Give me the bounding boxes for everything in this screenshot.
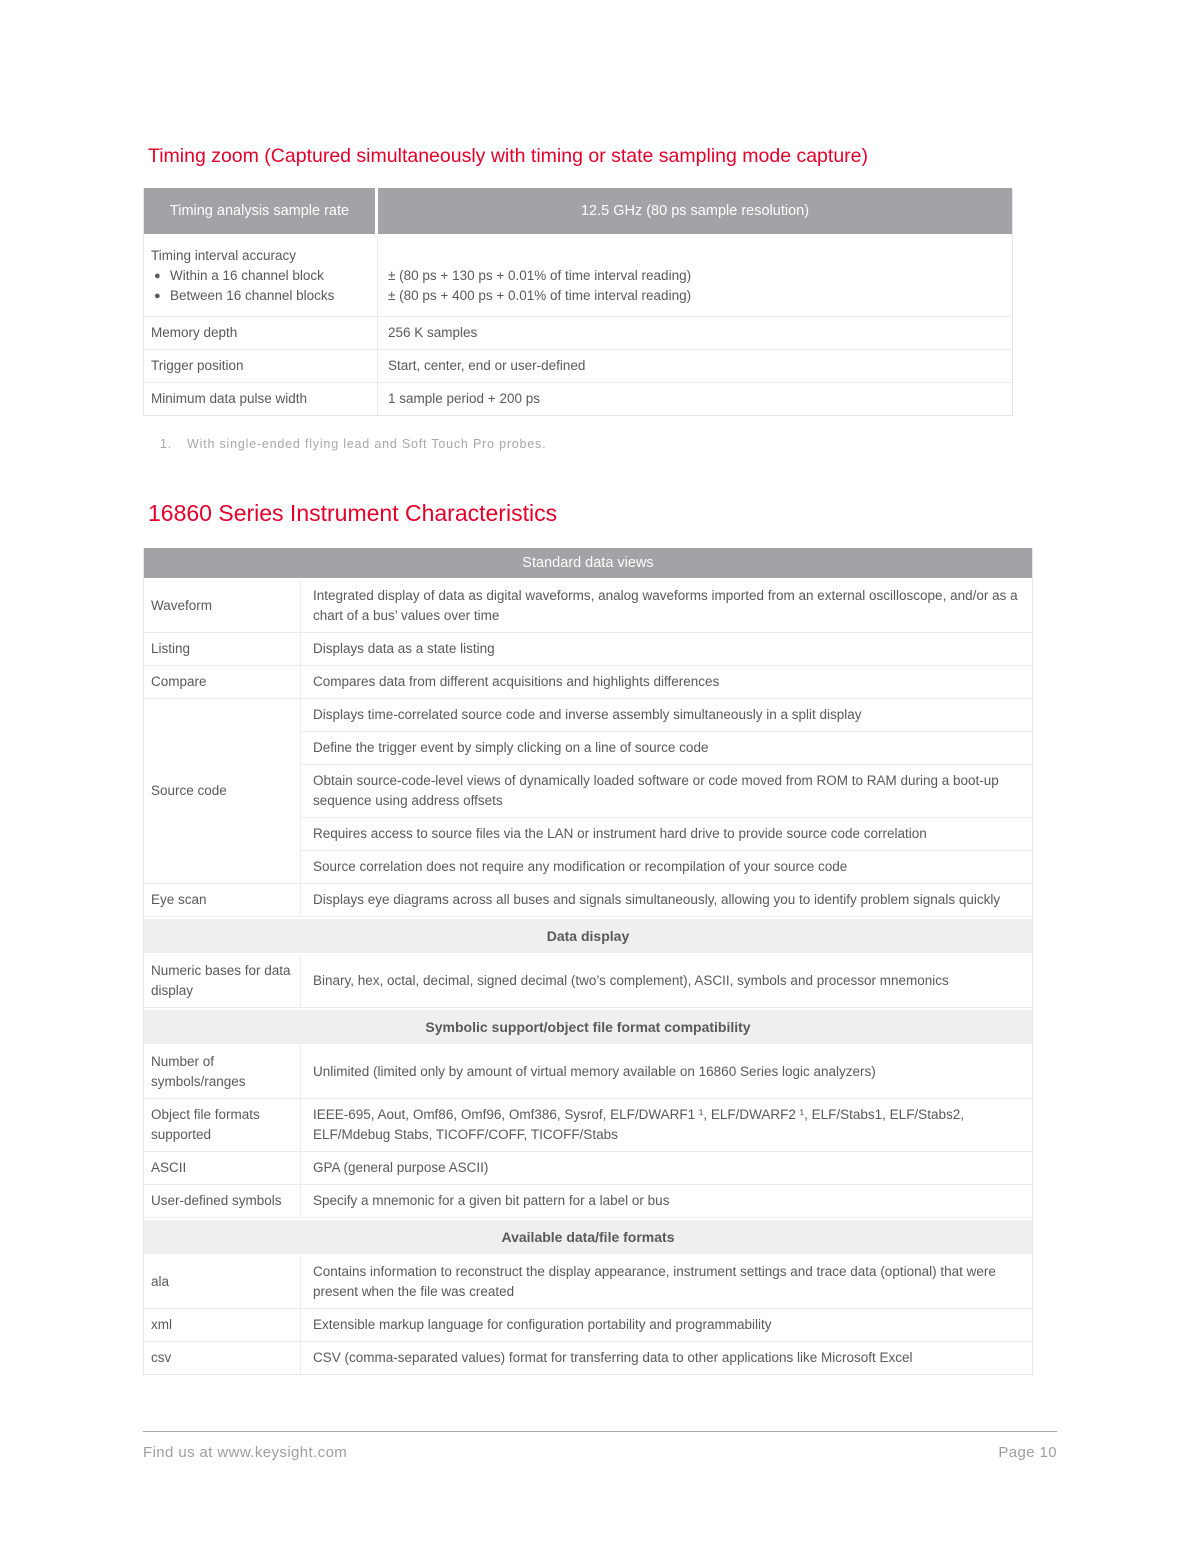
desc-cell: [301, 666, 1032, 698]
row-label: Listing: [151, 641, 191, 656]
label-cell: [144, 955, 301, 1007]
label-cell: [144, 383, 378, 415]
table-row-ala: [144, 1256, 1032, 1309]
label-cell: [144, 884, 301, 916]
accuracy-value-1: ± (80 ps + 130 ps + 0.01% of time interval reading): [388, 268, 692, 283]
table-row-min-data-pulse-width: [144, 383, 1012, 415]
row-desc: GPA (general purpose ASCII): [313, 1160, 489, 1175]
value-cell: [378, 317, 1012, 349]
desc-cell: [301, 1152, 1032, 1184]
table-row-user-defined-symbols: [144, 1185, 1032, 1218]
value-cell: [378, 350, 1012, 382]
characteristics-heading: 16860 Series Instrument Characteristics: [148, 500, 558, 526]
row-desc: Requires access to source files via the LAN or instrument hard drive to provide source code correlation: [313, 826, 927, 841]
label-cell: [144, 236, 378, 316]
bullet-icon: ●: [154, 290, 161, 302]
desc-cell: [301, 1099, 1032, 1151]
label-cell: [144, 699, 301, 883]
table-row-ascii: [144, 1152, 1032, 1185]
row-label: User-defined symbols: [151, 1193, 282, 1208]
source-code-desc-1: [301, 699, 1032, 731]
row-desc: Unlimited (limited only by amount of virtual memory available on 16860 Series logic analyzers): [313, 1064, 876, 1079]
row-label: ASCII: [151, 1160, 187, 1175]
row-label: Minimum data pulse width: [151, 391, 308, 406]
timing-table-header-row: [144, 188, 1012, 236]
section-band-symbolic-support: Symbolic support/object file format compatibility: [144, 1010, 1032, 1044]
bullet-icon: ●: [154, 270, 161, 282]
row-desc: Displays data as a state listing: [313, 641, 495, 656]
row-label: Source code: [151, 783, 227, 798]
accuracy-bullet-1: [151, 266, 369, 286]
row-desc: Binary, hex, octal, decimal, signed decimal (two’s complement), ASCII, symbols and processor mnemonics: [313, 973, 949, 988]
label-cell: [144, 350, 378, 382]
accuracy-value-2: ± (80 ps + 400 ps + 0.01% of time interval reading): [388, 288, 692, 303]
accuracy-title: Timing interval accuracy: [151, 248, 297, 263]
table-row-xml: [144, 1309, 1032, 1342]
characteristics-table: [143, 548, 1033, 1375]
standard-data-views-header: Standard data views: [522, 555, 654, 571]
row-desc: IEEE-695, Aout, Omf86, Omf96, Omf386, Sysrof, ELF/DWARF1 ¹, ELF/DWARF2 ¹, ELF/Stabs1, ELF/Stabs2, ELF/Mdebug Stabs, TICOFF/COFF, TICOFF/Stabs: [313, 1107, 964, 1142]
timing-table-header-value: 12.5 GHz (80 ps sample resolution): [580, 203, 810, 219]
page-footer: [143, 1431, 1057, 1461]
value-cell: [378, 236, 1012, 316]
label-cell: [144, 1099, 301, 1151]
row-desc: Define the trigger event by simply clicking on a line of source code: [313, 740, 709, 755]
label-cell: [144, 1256, 301, 1308]
table-row-listing: [144, 633, 1032, 666]
accuracy-bullet-2: [151, 286, 369, 306]
table-row-numeric-bases: [144, 955, 1032, 1008]
label-cell: [144, 1046, 301, 1098]
timing-zoom-table: [143, 188, 1013, 416]
source-code-desc-5: [301, 850, 1032, 883]
footnote-number: 1.: [160, 437, 173, 451]
value-cell: [378, 383, 1012, 415]
row-label: Numeric bases for data display: [151, 963, 291, 998]
section-band-data-display: Data display: [144, 919, 1032, 953]
row-desc: Extensible markup language for configuration portability and programmability: [313, 1317, 772, 1332]
source-code-descriptions: [301, 699, 1032, 883]
table-row-source-code: [144, 699, 1032, 884]
source-code-desc-3: [301, 764, 1032, 817]
desc-cell: [301, 633, 1032, 665]
row-desc: Displays time-correlated source code and inverse assembly simultaneously in a split display: [313, 707, 862, 722]
desc-cell: [301, 1185, 1032, 1217]
accuracy-bullet-1-text: Within a 16 channel block: [170, 268, 324, 283]
row-desc: Contains information to reconstruct the display appearance, instrument settings and trace data (optional) that were present when the file was created: [313, 1264, 996, 1299]
row-label: Compare: [151, 674, 207, 689]
table-row-waveform: [144, 580, 1032, 633]
table-row-memory-depth: [144, 317, 1012, 350]
desc-cell: [301, 955, 1032, 1007]
desc-cell: [301, 1309, 1032, 1341]
label-cell: [144, 580, 301, 632]
desc-cell: [301, 1342, 1032, 1374]
source-code-desc-4: [301, 817, 1032, 850]
row-label: Waveform: [151, 598, 213, 613]
row-label: Number of symbols/ranges: [151, 1054, 246, 1089]
footer-link: Find us at www.keysight.com: [143, 1444, 348, 1461]
row-label: csv: [151, 1350, 172, 1365]
row-value: Start, center, end or user-defined: [388, 358, 586, 373]
standard-data-views-header-row: [144, 548, 1032, 580]
desc-cell: [301, 580, 1032, 632]
desc-cell: [301, 884, 1032, 916]
table-row-trigger-position: [144, 350, 1012, 383]
table-row-eye-scan: [144, 884, 1032, 917]
row-value: 1 sample period + 200 ps: [388, 391, 540, 406]
row-desc: Integrated display of data as digital waveforms, analog waveforms imported from an external oscilloscope, and/or as a chart of a bus’ values over time: [313, 588, 1018, 623]
row-value: 256 K samples: [388, 325, 478, 340]
timing-table-header-label: Timing analysis sample rate: [144, 188, 378, 234]
footnote-text: With single-ended flying lead and Soft Touch Pro probes.: [187, 437, 547, 451]
table-row-timing-interval-accuracy: [144, 236, 1012, 317]
accuracy-bullet-2-text: Between 16 channel blocks: [170, 288, 335, 303]
row-desc: Obtain source-code-level views of dynamically loaded software or code moved from ROM to RAM during a boot-up sequence using address offsets: [313, 773, 999, 808]
label-cell: [144, 633, 301, 665]
row-desc: Specify a mnemonic for a given bit pattern for a label or bus: [313, 1193, 670, 1208]
row-label: xml: [151, 1317, 172, 1332]
label-cell: [144, 1342, 301, 1374]
footnote: [160, 436, 1199, 453]
row-label: ala: [151, 1274, 170, 1289]
table-row-csv: [144, 1342, 1032, 1374]
label-cell: [144, 1309, 301, 1341]
row-label: Eye scan: [151, 892, 207, 907]
table-row-compare: [144, 666, 1032, 699]
section-band-available-formats: Available data/file formats: [144, 1220, 1032, 1254]
label-cell: [144, 1185, 301, 1217]
row-desc: Source correlation does not require any modification or recompilation of your source code: [313, 859, 848, 874]
label-cell: [144, 1152, 301, 1184]
row-label: Trigger position: [151, 358, 244, 373]
row-desc: CSV (comma-separated values) format for transferring data to other applications like Microsoft Excel: [313, 1350, 913, 1365]
page-number: Page 10: [998, 1444, 1057, 1461]
desc-cell: [301, 1046, 1032, 1098]
source-code-desc-2: [301, 731, 1032, 764]
label-cell: [144, 666, 301, 698]
row-label: Memory depth: [151, 325, 238, 340]
timing-zoom-heading: Timing zoom (Captured simultaneously with timing or state sampling mode capture): [148, 145, 868, 167]
desc-cell: [301, 1256, 1032, 1308]
row-desc: Compares data from different acquisitions and highlights differences: [313, 674, 720, 689]
table-row-object-file-formats: [144, 1099, 1032, 1152]
row-desc: Displays eye diagrams across all buses and signals simultaneously, allowing you to identify problem signals quickly: [313, 892, 1001, 907]
table-row-number-of-symbols: [144, 1046, 1032, 1099]
row-label: Object file formats supported: [151, 1107, 260, 1142]
label-cell: [144, 317, 378, 349]
